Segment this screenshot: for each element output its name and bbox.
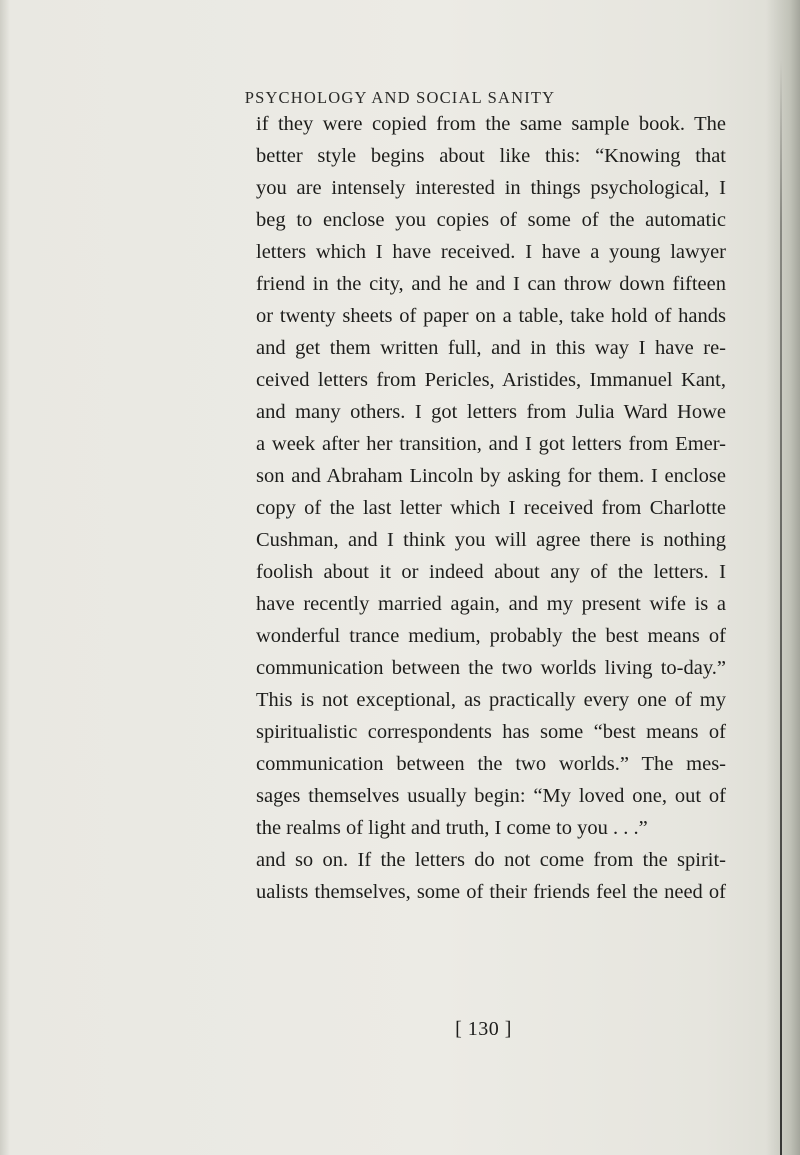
text-line: and many others. I got letters from Julia Ward Howe: [256, 401, 726, 423]
text-line: Cushman, and I think you will agree there is nothing: [256, 529, 726, 551]
page-number: [ 130 ]: [455, 1018, 512, 1040]
text-line: and get them written full, and in this way I have re-: [256, 337, 726, 359]
text-line: you are intensely interested in things psychological, I: [256, 177, 726, 199]
binding-gutter-shadow: [766, 0, 800, 1155]
text-line: a week after her transition, and I got letters from Emer-: [256, 433, 726, 455]
text-line: ualists themselves, some of their friends feel the need of: [256, 881, 726, 903]
page-left-edge: [0, 0, 10, 1155]
text-line: foolish about it or indeed about any of the letters. I: [256, 561, 726, 583]
text-line: the realms of light and truth, I come to you . . .”: [256, 817, 648, 839]
text-line: or twenty sheets of paper on a table, take hold of hands: [256, 305, 726, 327]
text-line: communication between the two worlds.” The mes-: [256, 753, 726, 775]
text-line: spiritualistic correspondents has some “best means of: [256, 721, 726, 743]
text-line: copy of the last letter which I received from Charlotte: [256, 497, 726, 519]
text-line: sages themselves usually begin: “My loved one, out of: [256, 785, 726, 807]
text-line: ceived letters from Pericles, Aristides, Immanuel Kant,: [256, 369, 726, 391]
text-line: wonderful trance medium, probably the best means of: [256, 625, 726, 647]
text-line: letters which I have received. I have a young lawyer: [256, 241, 726, 263]
text-line: and so on. If the letters do not come from the spirit-: [256, 849, 726, 871]
text-line: This is not exceptional, as practically every one of my: [256, 689, 726, 711]
running-head: PSYCHOLOGY AND SOCIAL SANITY: [244, 88, 556, 107]
text-line: have recently married again, and my present wife is a: [256, 593, 726, 615]
text-line: friend in the city, and he and I can throw down fifteen: [256, 273, 726, 295]
text-line: if they were copied from the same sample book. The: [256, 113, 726, 135]
binding-gutter-line: [780, 60, 782, 1155]
body-text: [256, 108, 726, 908]
text-line: communication between the two worlds living to-day.”: [256, 657, 726, 679]
text-line: better style begins about like this: “Knowing that: [256, 145, 726, 167]
text-line: son and Abraham Lincoln by asking for them. I enclose: [256, 465, 726, 487]
text-line: beg to enclose you copies of some of the automatic: [256, 209, 726, 231]
